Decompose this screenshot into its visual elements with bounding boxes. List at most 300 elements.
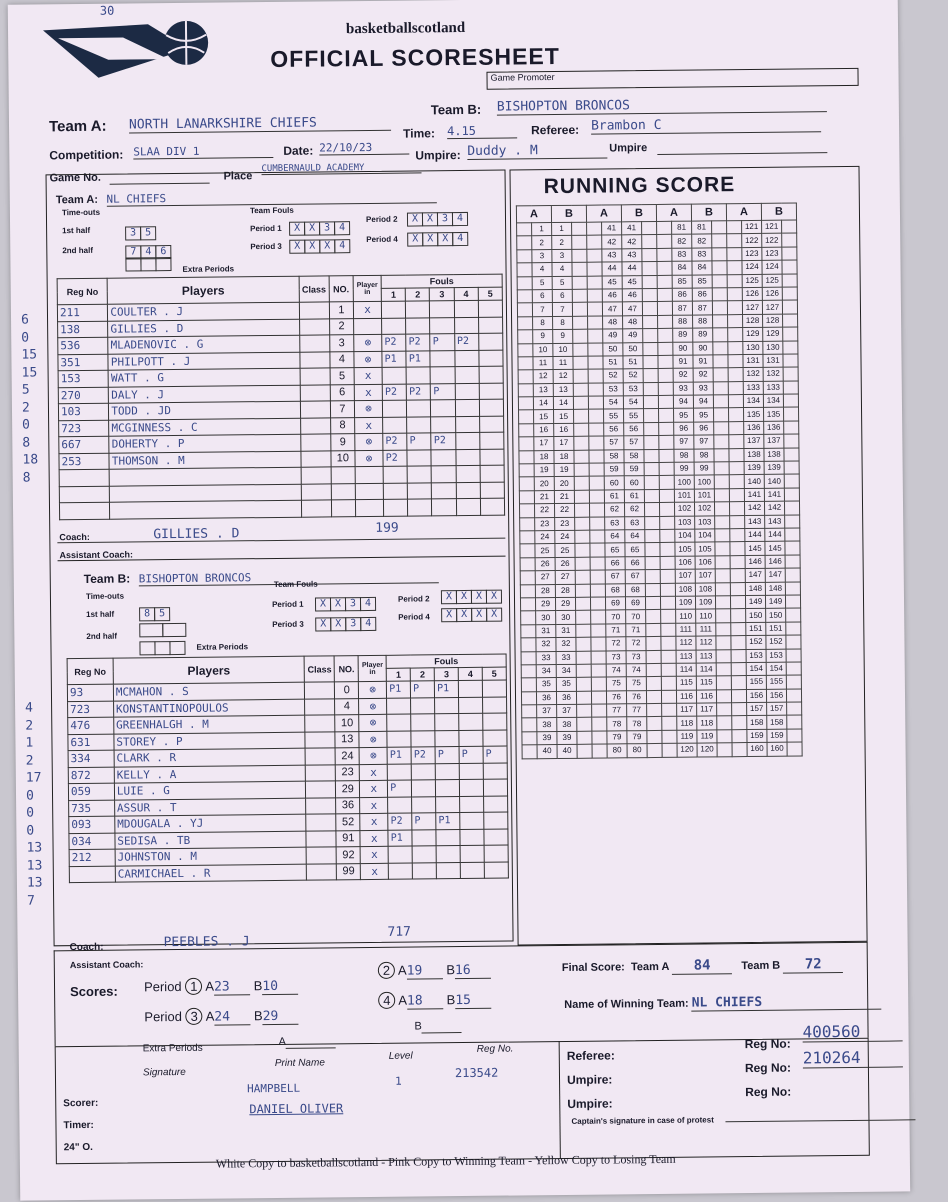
score-cell — [644, 462, 659, 476]
team-b-fouls-p3: X X 3 4 — [316, 613, 376, 632]
score-cell — [786, 662, 801, 676]
score-cell: 72 — [626, 637, 646, 651]
player-foul: P2 — [454, 333, 478, 350]
score-cell: 36 — [536, 691, 556, 705]
score-cell — [785, 595, 800, 609]
score-cell — [731, 609, 746, 623]
score-cell: 71 — [626, 623, 646, 637]
referee-sign-label: Referee: — [566, 1048, 615, 1063]
score-cell — [576, 651, 591, 665]
score-cell: 149 — [745, 595, 765, 609]
score-cell — [661, 690, 676, 704]
score-cell — [518, 383, 533, 397]
score-cell — [590, 584, 605, 598]
score-cell — [782, 247, 797, 261]
score-cell — [782, 274, 797, 288]
score-cell — [642, 275, 657, 289]
score-cell: 77 — [607, 704, 627, 718]
player-number: 99 — [337, 863, 361, 880]
scorer-label: Scorer: — [63, 1097, 99, 1110]
score-cell: 33 — [556, 651, 576, 665]
score-cell — [572, 236, 587, 250]
score-cell: 136 — [744, 421, 764, 435]
score-cell — [574, 477, 589, 491]
score-cell: 87 — [672, 301, 692, 315]
foul-col: 3 — [430, 288, 454, 301]
score-cell — [731, 689, 746, 703]
team-b-box-name: BISHOPTON BRONCOS — [139, 569, 439, 586]
score-cell: 26 — [535, 557, 555, 571]
player-foul — [479, 399, 503, 416]
team-a-to1: 3 5 — [126, 222, 156, 240]
score-cell: 151 — [766, 622, 786, 636]
player-foul: P2 — [406, 334, 430, 351]
score-cell — [716, 663, 731, 677]
foul-col: 4 — [458, 667, 482, 680]
score-cell: 140 — [764, 475, 784, 489]
score-cell: 126 — [742, 287, 762, 301]
score-cell — [575, 597, 590, 611]
col-team-b: B — [551, 205, 586, 222]
score-cell: 68 — [625, 583, 645, 597]
score-cell: 115 — [696, 676, 716, 690]
player-foul — [479, 383, 503, 400]
player-class — [306, 814, 336, 831]
umpire2-sign-label: Umpire: — [567, 1096, 613, 1111]
player-foul — [387, 714, 411, 731]
score-cell — [659, 449, 674, 463]
score-cell: 106 — [695, 556, 715, 570]
score-cell — [727, 221, 742, 235]
player-reg: 093 — [69, 816, 115, 833]
score-cell — [645, 543, 660, 557]
score-cell — [661, 663, 676, 677]
player-name: DALY . J — [109, 385, 300, 404]
score-cell — [785, 515, 800, 529]
score-cell — [658, 328, 673, 342]
player-number: 0 — [335, 682, 359, 699]
foul-col: 2 — [410, 668, 434, 681]
player-foul: P1 — [388, 830, 412, 847]
player-name: MCMAHON . S — [113, 682, 305, 701]
team-b-to2 — [140, 623, 186, 642]
score-cell: 160 — [747, 743, 767, 757]
player-foul: P — [412, 813, 436, 830]
player-foul — [478, 317, 502, 334]
score-cell: 2 — [532, 236, 552, 250]
score-cell: 143 — [765, 515, 785, 529]
score-cell — [658, 315, 673, 329]
player-foul — [460, 779, 484, 796]
score-cell: 75 — [606, 677, 626, 691]
score-cell: 96 — [674, 422, 694, 436]
player-class — [305, 682, 335, 699]
score-cell: 64 — [605, 530, 625, 544]
score-cell: 91 — [673, 355, 693, 369]
player-foul — [460, 796, 484, 813]
player-foul — [431, 449, 455, 466]
player-in: x — [353, 301, 381, 318]
player-foul — [411, 714, 435, 731]
team-a-players-table — [57, 274, 506, 520]
player-foul — [484, 796, 508, 813]
score-cell: 45 — [622, 275, 642, 289]
extra-periods-label: Extra Periods — [142, 1042, 203, 1055]
score-cell: 148 — [745, 582, 765, 596]
score-cell — [729, 448, 744, 462]
score-cell: 56 — [624, 422, 644, 436]
player-name: CLARK . R — [114, 748, 306, 767]
foul-col: 1 — [381, 288, 405, 301]
margin-note: 2 — [25, 718, 34, 734]
score-cell: 31 — [556, 624, 576, 638]
score-cell — [784, 434, 799, 448]
player-foul — [480, 449, 504, 466]
player-foul — [382, 318, 406, 335]
team-a-coach-reg: 199 — [375, 520, 399, 536]
score-cell: 115 — [676, 676, 696, 690]
umpire-label: Umpire: — [415, 148, 461, 163]
margin-note: 0 — [22, 417, 31, 433]
score-cell — [658, 355, 673, 369]
score-cell: 90 — [673, 342, 693, 356]
score-cell: 105 — [695, 542, 715, 556]
score-cell: 57 — [624, 436, 644, 450]
score-cell: 23 — [535, 517, 555, 531]
player-reg: 138 — [58, 321, 108, 338]
player-number: 1 — [329, 302, 353, 319]
score-cell: 155 — [766, 675, 786, 689]
player-foul — [478, 300, 502, 317]
score-cell — [729, 421, 744, 435]
player-reg: 211 — [57, 304, 107, 321]
score-cell — [715, 529, 730, 543]
score-cell — [575, 570, 590, 584]
score-cell — [659, 409, 674, 423]
score-cell — [588, 369, 603, 383]
score-cell: 59 — [624, 463, 644, 477]
score-cell: 152 — [746, 635, 766, 649]
player-foul: P1 — [436, 813, 460, 830]
score-cell: 20 — [534, 477, 554, 491]
score-cell — [642, 288, 657, 302]
score-cell — [658, 342, 673, 356]
score-cell: 48 — [623, 315, 643, 329]
team-a-team-fouls: Team Fouls — [249, 205, 294, 216]
score-cell — [716, 676, 731, 690]
score-cell: 86 — [692, 288, 712, 302]
score-cell: 44 — [602, 262, 622, 276]
header-no: NO. — [329, 276, 353, 302]
margin-note: 13 — [26, 840, 43, 856]
foul-col: 5 — [482, 667, 506, 680]
score-cell: 122 — [762, 234, 782, 248]
score-cell — [642, 221, 657, 235]
player-reg: 93 — [67, 684, 113, 701]
score-cell: 97 — [694, 435, 714, 449]
score-cell: 111 — [696, 623, 716, 637]
player-foul: P — [388, 780, 412, 797]
score-cell — [520, 598, 535, 612]
player-foul — [459, 713, 483, 730]
score-cell: 144 — [765, 528, 785, 542]
score-cell — [657, 221, 672, 235]
scores-label: Scores: — [70, 983, 118, 1000]
header-in: Player in — [358, 655, 386, 681]
umpire2-value — [657, 140, 827, 155]
score-cell — [589, 463, 604, 477]
score-cell — [729, 488, 744, 502]
player-in: x — [361, 863, 389, 880]
footer-note: White Copy to basketballscotland - Pink Copy to Winning Team - Yellow Copy to Losing Team — [215, 1151, 676, 1171]
score-cell: 67 — [625, 570, 645, 584]
player-foul — [431, 367, 455, 384]
score-cell: 44 — [622, 262, 642, 276]
score-cell: 12 — [553, 370, 573, 384]
score-cell — [645, 556, 660, 570]
col-team-a: A — [656, 204, 691, 221]
score-cell — [589, 409, 604, 423]
player-foul — [406, 367, 430, 384]
score-cell: 6 — [532, 290, 552, 304]
margin-note: 7 — [27, 893, 36, 909]
score-cell — [588, 356, 603, 370]
score-cell: 106 — [675, 556, 695, 570]
score-cell: 137 — [764, 434, 784, 448]
score-cell — [573, 369, 588, 383]
score-cell — [591, 664, 606, 678]
score-cell: 59 — [604, 463, 624, 477]
score-cell: 2 — [552, 236, 572, 250]
player-reg: 735 — [69, 800, 115, 817]
player-in: ⊗ — [354, 351, 382, 368]
score-cell: 142 — [744, 502, 764, 516]
score-cell — [518, 317, 533, 331]
umpire-reg: 210264 — [803, 1047, 903, 1068]
score-cell — [589, 423, 604, 437]
score-cell: 123 — [742, 247, 762, 261]
player-in: x — [360, 846, 388, 863]
player-class — [300, 434, 330, 451]
score-cell — [657, 248, 672, 262]
score-cell: 114 — [676, 663, 696, 677]
score-cell — [713, 314, 728, 328]
score-cell — [658, 369, 673, 383]
score-cell: 29 — [535, 597, 555, 611]
player-foul: P — [407, 433, 431, 450]
score-cell — [517, 303, 532, 317]
score-cell — [647, 703, 662, 717]
score-cell: 108 — [675, 583, 695, 597]
player-foul — [436, 862, 460, 879]
score-cell: 125 — [742, 274, 762, 288]
level-col: Level — [388, 1050, 413, 1062]
score-cell: 154 — [746, 662, 766, 676]
score-cell: 103 — [675, 516, 695, 530]
score-cell: 109 — [695, 596, 715, 610]
score-cell — [659, 489, 674, 503]
player-class — [299, 335, 329, 352]
score-cell: 66 — [625, 556, 645, 570]
player-foul: P2 — [407, 383, 431, 400]
score-cell — [728, 368, 743, 382]
score-cell — [786, 608, 801, 622]
score-cell: 46 — [622, 289, 642, 303]
score-cell: 22 — [534, 504, 554, 518]
player-foul — [387, 764, 411, 781]
player-foul — [383, 417, 407, 434]
score-cell — [591, 610, 606, 624]
score-cell — [643, 329, 658, 343]
score-cell: 119 — [697, 730, 717, 744]
score-cell: 85 — [692, 274, 712, 288]
player-foul: P1 — [387, 747, 411, 764]
umpire-sign-label: Umpire: — [566, 1072, 613, 1087]
score-cell — [727, 301, 742, 315]
team-a-box-name: NL CHIEFS — [106, 189, 436, 206]
score-cell — [518, 397, 533, 411]
col-team-a: A — [516, 206, 551, 223]
player-class — [306, 764, 336, 781]
score-cell: 143 — [745, 515, 765, 529]
winning-team: Name of Winning Team: NL CHIEFS — [564, 994, 882, 1013]
player-foul — [412, 846, 436, 863]
team-b-to1: 8 5 — [140, 603, 170, 621]
score-cell — [712, 221, 727, 235]
player-name: JOHNSTON . M — [115, 847, 307, 866]
score-cell — [716, 636, 731, 650]
score-cell — [713, 381, 728, 395]
score-cell — [644, 503, 659, 517]
score-cell: 46 — [602, 289, 622, 303]
score-cell: 80 — [627, 744, 647, 758]
score-cell: 58 — [604, 449, 624, 463]
score-cell: 84 — [672, 261, 692, 275]
score-cell: 52 — [603, 369, 623, 383]
score-cell — [573, 356, 588, 370]
player-foul — [479, 350, 503, 367]
score-cell: 96 — [694, 422, 714, 436]
foul-col: 4 — [454, 287, 478, 300]
player-foul: P — [483, 746, 507, 763]
score-cell — [519, 410, 534, 424]
score-cell: 49 — [603, 329, 623, 343]
score-cell — [587, 289, 602, 303]
margin-note: 1 — [25, 735, 34, 751]
player-foul — [435, 714, 459, 731]
score-cell: 35 — [536, 678, 556, 692]
score-cell: 13 — [533, 383, 553, 397]
score-cell — [645, 596, 660, 610]
place-label: Place — [223, 170, 253, 183]
score-cell — [660, 556, 675, 570]
player-foul — [456, 449, 480, 466]
score-cell — [647, 744, 662, 758]
player-class — [300, 384, 330, 401]
player-in: x — [360, 780, 388, 797]
score-cell: 14 — [553, 396, 573, 410]
score-cell — [519, 464, 534, 478]
score-cell — [588, 383, 603, 397]
score-cell — [587, 302, 602, 316]
score-cell: 121 — [742, 220, 762, 234]
score-cell — [644, 476, 659, 490]
umpire-value: Duddy . M — [467, 142, 607, 159]
score-cell — [589, 476, 604, 490]
score-cell — [573, 343, 588, 357]
score-cell — [587, 262, 602, 276]
score-cell: 157 — [767, 702, 787, 716]
margin-note: 5 — [21, 382, 30, 398]
header-class: Class — [299, 276, 329, 302]
score-cell — [592, 731, 607, 745]
player-number: 91 — [336, 830, 360, 847]
score-cell: 104 — [675, 529, 695, 543]
player-foul — [455, 416, 479, 433]
player-in: x — [360, 764, 388, 781]
score-cell — [730, 515, 745, 529]
score-cell — [659, 436, 674, 450]
score-cell: 140 — [744, 475, 764, 489]
margin-note: 2 — [25, 753, 34, 769]
player-foul — [382, 301, 406, 318]
score-cell: 57 — [604, 436, 624, 450]
score-cell: 89 — [693, 328, 713, 342]
player-in: ⊗ — [359, 714, 387, 731]
player-reg: 334 — [68, 750, 114, 767]
score-cell — [644, 436, 659, 450]
score-cell — [521, 624, 536, 638]
score-cell: 39 — [537, 731, 557, 745]
score-cell: 83 — [672, 248, 692, 262]
player-foul — [406, 301, 430, 318]
score-cell: 43 — [602, 249, 622, 263]
header-reg: Reg No — [67, 658, 113, 684]
score-cell — [521, 638, 536, 652]
player-foul: P — [431, 383, 455, 400]
team-a-p3-label: Period 3 — [250, 241, 282, 252]
score-cell: 30 — [556, 611, 576, 625]
team-b-players-table — [67, 654, 509, 884]
player-reg: 723 — [59, 420, 109, 437]
score-cell: 74 — [606, 664, 626, 678]
score-cell — [783, 314, 798, 328]
score-cell — [589, 436, 604, 450]
score-cell: 4 — [552, 263, 572, 277]
score-cell — [644, 449, 659, 463]
score-cell: 37 — [557, 704, 577, 718]
player-class — [299, 302, 329, 319]
team-b-second-half: 2nd half — [86, 631, 118, 641]
score-cell — [572, 222, 587, 236]
score-cell — [784, 474, 799, 488]
player-foul: P2 — [383, 450, 407, 467]
player-in: ⊗ — [355, 450, 383, 467]
score-cell — [784, 488, 799, 502]
score-cell — [587, 235, 602, 249]
player-foul: P2 — [411, 747, 435, 764]
player-number: 5 — [330, 368, 354, 385]
score-cell — [643, 355, 658, 369]
player-foul — [430, 350, 454, 367]
score-cell: 23 — [555, 517, 575, 531]
player-foul — [431, 400, 455, 417]
score-cell — [590, 543, 605, 557]
score-cell — [715, 582, 730, 596]
header-reg: Reg No — [57, 278, 108, 305]
player-foul — [459, 763, 483, 780]
score-cell — [575, 517, 590, 531]
